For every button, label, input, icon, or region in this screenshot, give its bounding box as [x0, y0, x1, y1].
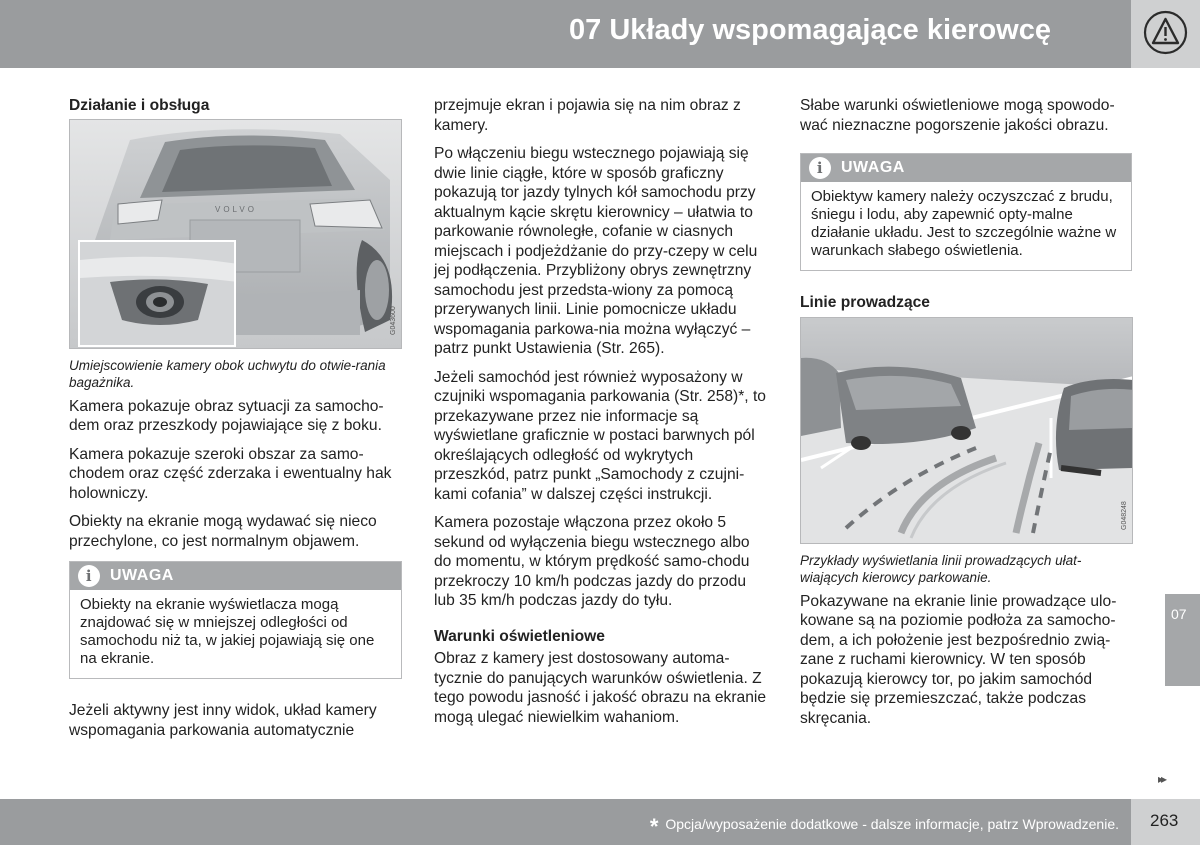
chapter-side-tab [1165, 594, 1200, 686]
figure-caption: Przykłady wyświetlania linii prowadzących ułat-wiających kierowcy parkowanie. [800, 552, 1082, 585]
double-chevron-right-icon: ▸▸ [1158, 772, 1165, 786]
footer-note [650, 814, 1119, 840]
paragraph: Po włączeniu biegu wstecznego pojawiają się dwie linie ciągłe, które w sposób graficzny pokazują tor jazdy tylnych kół samochodu przy aktualnym kącie skrętu kierownicy – ułatwia to parkowanie równoległe, cofanie w ciasnych miejscach i podjeżdżanie do przy-czepy w celu jej podłączenia. Przybliżony obrys zewnętrzny samochodu jest przedsta-wiony za pomocą przerywanych linii. Linie pomocnicze układu wspomagania parkowa-nia można wyłączyć – patrz punkt Ustawienia (Str. 265). [434, 145, 758, 357]
paragraph: Obraz z kamery jest dostosowany automa-tycznie do panujących warunków oświetlenia. Z tego powodu jasność i jakość obrazu na ekranie mogą ulegać niewielkim wahaniom. [434, 650, 767, 726]
paragraph: Kamera pokazuje szeroki obszar za samo-chodem oraz część zderzaka i ewentualny hak holowniczy. [69, 445, 392, 502]
column-3 [800, 96, 1132, 737]
footnote-text: Opcja/wyposażenie dodatkowe - dalsze informacje, patrz Wprowadzenie. [665, 816, 1119, 832]
page-number: 263 [1150, 811, 1179, 830]
warning-triangle-icon [1143, 10, 1188, 55]
paragraph: Pokazywane na ekranie linie prowadzące ulo-kowane są na poziomie podłoża za samocho-dem, a ich położenie jest bezpośrednio zwią-zane z ruchami kierownicy. W ten sposób pokazują kierowcy tor, po jakim samochód będzie się przemieszczać, także podczas skręcania. [800, 592, 1117, 727]
note-title: UWAGA [841, 159, 905, 176]
paragraph: Obiekty na ekranie mogą wydawać się nieco przechylone, co jest normalnym objawem. [69, 513, 377, 550]
parking-guide-illustration [801, 318, 1133, 544]
note-header [70, 562, 401, 590]
figure-caption: Umiejscowienie kamery obok uchwytu do otwie-rania bagażnika. [69, 357, 386, 390]
footnote-star: * [649, 814, 659, 839]
page-number-box [1131, 799, 1200, 845]
camera-location-figure [69, 119, 402, 349]
note-body: Obiektyw kamery należy oczyszczać z brudu, śniegu i lodu, aby zapewnić opty-malne działanie układu. Jest to szczególnie ważne w warunkach słabego oświetlenia. [811, 188, 1117, 259]
subsection-heading: Warunki oświetleniowe [434, 627, 605, 645]
paragraph: Słabe warunki oświetleniowe mogą spowodo-wać nieznaczne pogorszenie jakości obrazu. [800, 97, 1115, 134]
paragraph: Kamera pokazuje obraz sytuacji za samocho-dem oraz przeszkody pojawiające się z boku. [69, 397, 384, 434]
warning-box [1131, 0, 1200, 68]
header-bar [0, 0, 1131, 68]
info-icon: i [809, 157, 831, 179]
camera-closeup [80, 242, 236, 347]
note-header [801, 154, 1131, 182]
guide-lines-figure [800, 317, 1133, 544]
note-title: UWAGA [110, 567, 174, 584]
note-box [69, 561, 402, 679]
figure-code: G043600 [390, 305, 397, 335]
note-box [800, 153, 1132, 271]
paragraph: Jeżeli aktywny jest inny widok, układ kamery wspomagania parkowania automatycznie [69, 702, 377, 739]
section-heading: Działanie i obsługa [69, 97, 210, 114]
paragraph: Kamera pozostaje włączona przez około 5 sekund od wyłączenia biegu wstecznego albo do momentu, w którym prędkość samo-chodu przekroczy 10 km/h podczas jazdy do przodu lub 35 km/h podczas jazdy do tyłu. [434, 514, 750, 609]
paragraph: Jeżeli samochód jest również wyposażony w czujniki wspomagania parkowania (Str. 258)*, to przekazywane przez nie informacje są wyświetlane graficznie w postaci barwnych pól określających odległość od wykrytych przeszkód, patrz punkt „Samochody z czujni-kami cofania” w dalszej części instrukcji. [434, 368, 766, 503]
svg-text:VOLVO: VOLVO [215, 204, 257, 214]
footer-bar [0, 799, 1131, 845]
column-1 [69, 96, 402, 749]
camera-closeup-inset [78, 240, 236, 347]
paragraph: przejmuje ekran i pojawia się na nim obraz z kamery. [434, 97, 741, 134]
section-heading: Linie prowadzące [800, 294, 930, 311]
info-icon: i [78, 565, 100, 587]
chapter-title: 07 Układy wspomagające kierowcę [569, 14, 1051, 46]
chapter-tab-label: 07 [1171, 606, 1187, 622]
note-body: Obiekty na ekranie wyświetlacza mogą znajdować się w mniejszej odległości od samochodu niż ta, w jakiej pojawiają się one na ekranie. [80, 596, 375, 667]
column-2 [434, 96, 767, 736]
figure-code: G048248 [1121, 500, 1128, 530]
